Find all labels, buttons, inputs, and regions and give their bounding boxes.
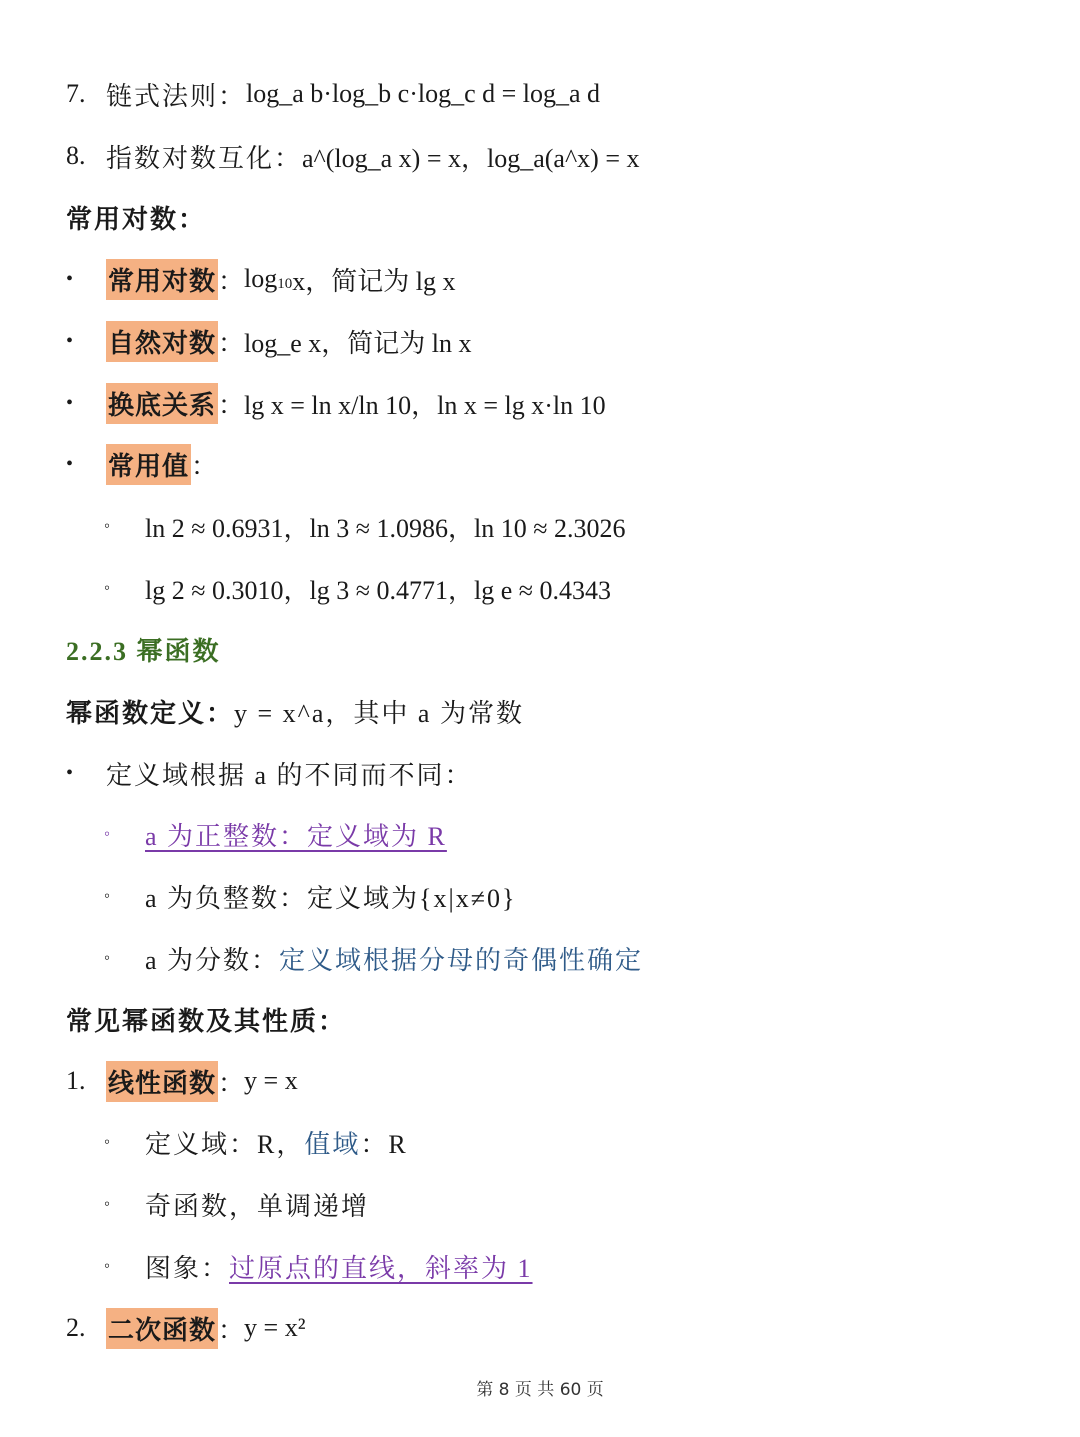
sub-text: 奇函数，单调递增 <box>145 1191 370 1221</box>
sub-item-odd-function <box>0 1184 1080 1224</box>
rule-7-line <box>0 74 1080 114</box>
link-text[interactable]: 过原点的直线，斜率为 1 <box>229 1253 533 1283</box>
bullet-content <box>106 321 472 362</box>
colon: ： <box>218 1068 245 1098</box>
numbered-quadratic-function <box>0 1308 1080 1348</box>
numbered-linear-function <box>0 1061 1080 1101</box>
highlight-term: 换底关系 <box>106 383 218 424</box>
colon: ： <box>218 1315 245 1345</box>
section-title-line <box>0 629 1080 669</box>
blue-text: 定义域根据分母的奇偶性确定 <box>279 945 644 975</box>
rule-8-content <box>106 138 639 175</box>
bullet-common-log <box>0 259 1080 299</box>
bullet-content <box>106 444 217 485</box>
formula: log_e x，简记为 ln x <box>244 328 472 358</box>
formula-log: log <box>244 264 278 293</box>
rule-8-line <box>0 136 1080 176</box>
blue-text: 值域 <box>304 1129 361 1159</box>
bullet-change-base <box>0 383 1080 423</box>
rule-label: 链式法则： <box>106 81 247 111</box>
colon: ： <box>191 451 218 481</box>
sub-prefix: 图象： <box>145 1253 230 1283</box>
colon: ： <box>218 390 245 420</box>
common-log-heading-line <box>0 197 1080 237</box>
common-power-heading-line <box>0 999 1080 1039</box>
circle-marker: ◦ <box>104 886 111 905</box>
link-text[interactable]: a 为正整数：定义域为 R <box>145 821 447 851</box>
sub-content <box>145 940 643 977</box>
sub-item-positive-integer <box>0 814 1080 854</box>
sub-prefix: 定义域：R， <box>145 1129 305 1159</box>
formula-rest: x，简记为 lg x <box>292 266 456 296</box>
sub-content <box>145 1248 533 1285</box>
power-function-definition <box>0 691 1080 731</box>
bullet-domain <box>0 753 1080 793</box>
section-title: 2.2.3 幂函数 <box>66 636 221 666</box>
sub-suffix: ：R <box>360 1129 408 1159</box>
sub-prefix: a 为分数： <box>145 945 280 975</box>
bullet-marker: • <box>66 391 74 414</box>
sub-content <box>145 1124 408 1161</box>
circle-marker: ◦ <box>104 1194 111 1213</box>
item-number: 7. <box>66 79 86 108</box>
bullet-marker: • <box>66 761 74 784</box>
highlight-term: 常用值 <box>106 444 191 485</box>
bullet-common-values <box>0 444 1080 484</box>
highlight-term: 自然对数 <box>106 321 218 362</box>
item-number: 1. <box>66 1066 86 1095</box>
sub-item-ln-values <box>0 506 1080 546</box>
highlight-term: 线性函数 <box>106 1061 218 1102</box>
definition-label: 幂函数定义： <box>66 698 235 728</box>
rule-7-content <box>106 76 600 113</box>
sub-item-domain-range <box>0 1122 1080 1162</box>
highlight-term: 常用对数 <box>106 259 218 300</box>
circle-marker: ◦ <box>104 948 111 967</box>
values-text: lg 2 ≈ 0.3010，lg 3 ≈ 0.4771，lg e ≈ 0.4343 <box>145 575 612 605</box>
bullet-text: 定义域根据 a 的不同而不同： <box>106 760 473 790</box>
numbered-content <box>106 1061 298 1102</box>
section-heading: 常见幂函数及其性质： <box>66 1006 347 1036</box>
sub-item-lg-values <box>0 568 1080 608</box>
item-number: 8. <box>66 141 86 170</box>
bullet-marker: • <box>66 452 74 475</box>
numbered-content <box>106 1308 306 1349</box>
sub-item-fraction <box>0 938 1080 978</box>
item-number: 2. <box>66 1313 86 1342</box>
bullet-content <box>106 383 606 424</box>
rule-formula: log_a b·log_b c·log_c d = log_a d <box>246 79 601 108</box>
highlight-term: 二次函数 <box>106 1308 218 1349</box>
circle-marker: ◦ <box>104 516 111 535</box>
page-footer: 第 8 页 共 60 页 <box>476 1380 604 1400</box>
rule-formula: a^(log_a x) = x，log_a(a^x) = x <box>302 143 640 173</box>
circle-marker: ◦ <box>104 824 111 843</box>
bullet-content <box>106 259 456 300</box>
bullet-marker: • <box>66 267 74 290</box>
subscript: 10 <box>277 275 293 292</box>
definition-content <box>66 693 524 730</box>
sub-text: a 为负整数：定义域为{x|x≠0} <box>145 883 517 913</box>
formula: y = x² <box>244 1313 306 1342</box>
colon: ： <box>218 328 245 358</box>
section-heading: 常用对数： <box>66 204 207 234</box>
bullet-marker: • <box>66 329 74 352</box>
circle-marker: ◦ <box>104 1132 111 1151</box>
colon: ： <box>218 266 245 296</box>
rule-label: 指数对数互化： <box>106 143 303 173</box>
bullet-natural-log <box>0 321 1080 361</box>
sub-item-graph <box>0 1246 1080 1286</box>
circle-marker: ◦ <box>104 578 111 597</box>
sub-item-negative-integer <box>0 876 1080 916</box>
formula: y = x <box>244 1066 298 1095</box>
definition-text: y = x^a，其中 a 为常数 <box>234 698 524 728</box>
formula: lg x = ln x/ln 10，ln x = lg x·ln 10 <box>244 390 606 420</box>
values-text: ln 2 ≈ 0.6931，ln 3 ≈ 1.0986，ln 10 ≈ 2.3026 <box>145 513 626 543</box>
circle-marker: ◦ <box>104 1256 111 1275</box>
